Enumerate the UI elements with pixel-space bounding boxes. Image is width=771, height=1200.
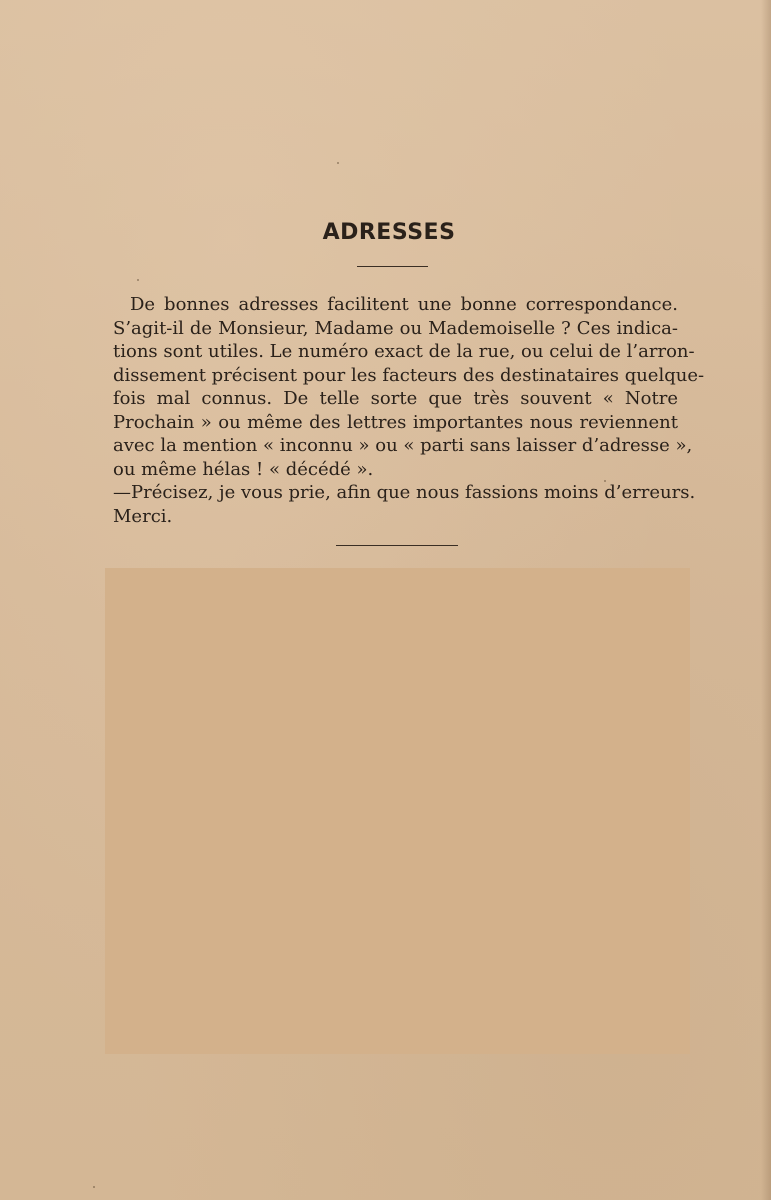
text-line: Prochain » ou même des lettres importantes nous reviennent [113, 411, 678, 433]
text-line: ou même hélas ! « décédé ». [113, 458, 374, 480]
page-title: ADRESSES [322, 220, 456, 245]
paper-speck [337, 162, 339, 164]
page-edge-shadow [761, 0, 771, 1200]
body-paragraph [113, 293, 705, 528]
paper-speck [93, 1186, 95, 1188]
text-line: De bonnes adresses facilitent une bonne correspondance. [130, 294, 678, 315]
title-divider [357, 266, 428, 267]
text-line: tions sont utiles. Le numéro exact de la rue, ou celui de l’arron- [113, 341, 695, 362]
closing-line: —Précisez, je vous prie, afin que nous fassions moins d’erreurs. [113, 482, 696, 503]
paper-speck [604, 480, 606, 482]
paper-speck [137, 279, 139, 281]
text-line: S’agit-il de Monsieur, Madame ou Mademoiselle ? Ces indica- [113, 317, 678, 339]
closing-line: Merci. [113, 505, 173, 527]
text-line: avec la mention « inconnu » ou « parti sans laisser d’adresse », [113, 435, 693, 456]
section-end-divider [336, 545, 458, 546]
text-line: dissement précisent pour les facteurs des destinataires quelque- [113, 364, 705, 386]
blank-panel [105, 568, 690, 1054]
text-line: fois mal connus. De telle sorte que très souvent « Notre [113, 388, 678, 409]
